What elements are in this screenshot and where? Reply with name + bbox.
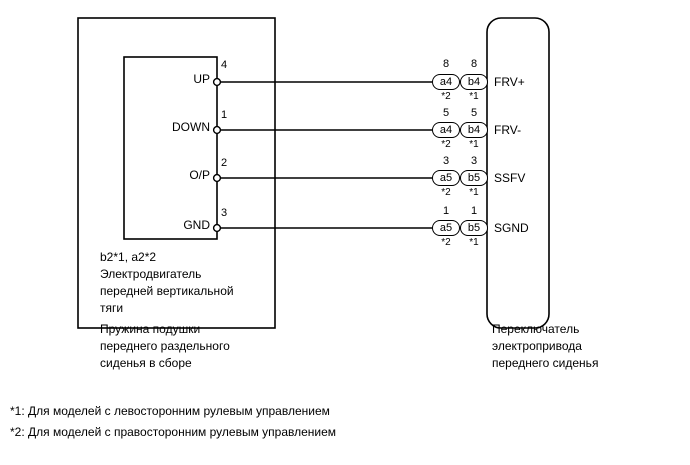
row-4-pin-right: 1: [470, 205, 478, 217]
left-component-label-line-4: тяги: [100, 301, 124, 315]
row-1-signal-label: FRV+: [494, 75, 525, 89]
terminal-label-down: DOWN: [172, 120, 210, 134]
terminal-label-op: O/P: [189, 168, 210, 182]
row-4-note-left: *2: [441, 237, 451, 248]
terminal-pin-gnd: 3: [221, 207, 228, 219]
left-component-label-line-2: Электродвигатель: [100, 267, 202, 281]
row-1-connector-left: a4: [432, 74, 460, 90]
terminal-dot-gnd: [214, 225, 221, 232]
right-assembly-label-line-3: переднего сиденья: [492, 356, 599, 370]
terminal-pin-op: 2: [221, 157, 228, 169]
row-2-signal-label: FRV-: [494, 123, 522, 137]
footnote-2: *2: Для моделей с правосторонним рулевым управлением: [10, 425, 337, 439]
row-1-note-right: *1: [469, 91, 479, 102]
row-1-connector-right: b4: [460, 74, 488, 90]
row-3-signal-label: SSFV: [494, 171, 526, 185]
left-component-label-line-3: передней вертикальной: [100, 284, 234, 298]
row-2-note-right: *1: [469, 139, 479, 150]
row-3-connector-left: a5: [432, 170, 460, 186]
row-4-connector-right: b5: [460, 220, 488, 236]
row-1-pin-left: 8: [442, 58, 450, 70]
row-4-pin-left: 1: [442, 205, 450, 217]
left-assembly-label-line-1: Пружина подушки: [100, 322, 201, 336]
row-4-connector-left: a5: [432, 220, 460, 236]
row-2-connector-right: b4: [460, 122, 488, 138]
right-assembly-label-line-1: Переключатель: [492, 322, 580, 336]
row-3-pin-left: 3: [442, 155, 450, 167]
row-4-note-right: *1: [469, 237, 479, 248]
terminal-dot-down: [214, 127, 221, 134]
terminal-pin-up: 4: [221, 59, 228, 71]
row-3-pin-right: 3: [470, 155, 478, 167]
left-assembly-label-line-2: переднего раздельного: [100, 339, 230, 353]
row-2-connector-left: a4: [432, 122, 460, 138]
left-assembly-label-line-3: сиденья в сборе: [100, 356, 192, 370]
row-3-note-left: *2: [441, 187, 451, 198]
terminal-dot-up: [214, 79, 221, 86]
terminal-dot-op: [214, 175, 221, 182]
row-2-pin-left: 5: [442, 107, 450, 119]
right-assembly-label-line-2: электропривода: [492, 339, 582, 353]
row-1-note-left: *2: [441, 91, 451, 102]
row-2-pin-right: 5: [470, 107, 478, 119]
row-2-note-left: *2: [441, 139, 451, 150]
terminal-label-gnd: GND: [183, 218, 210, 232]
row-3-connector-right: b5: [460, 170, 488, 186]
terminal-label-up: UP: [193, 72, 210, 86]
terminal-pin-down: 1: [221, 109, 228, 121]
left-component-label-line-1: b2*1, a2*2: [100, 250, 157, 264]
row-3-note-right: *1: [469, 187, 479, 198]
row-4-signal-label: SGND: [494, 221, 529, 235]
footnote-1: *1: Для моделей с левосторонним рулевым управлением: [10, 404, 330, 418]
row-1-pin-right: 8: [470, 58, 478, 70]
